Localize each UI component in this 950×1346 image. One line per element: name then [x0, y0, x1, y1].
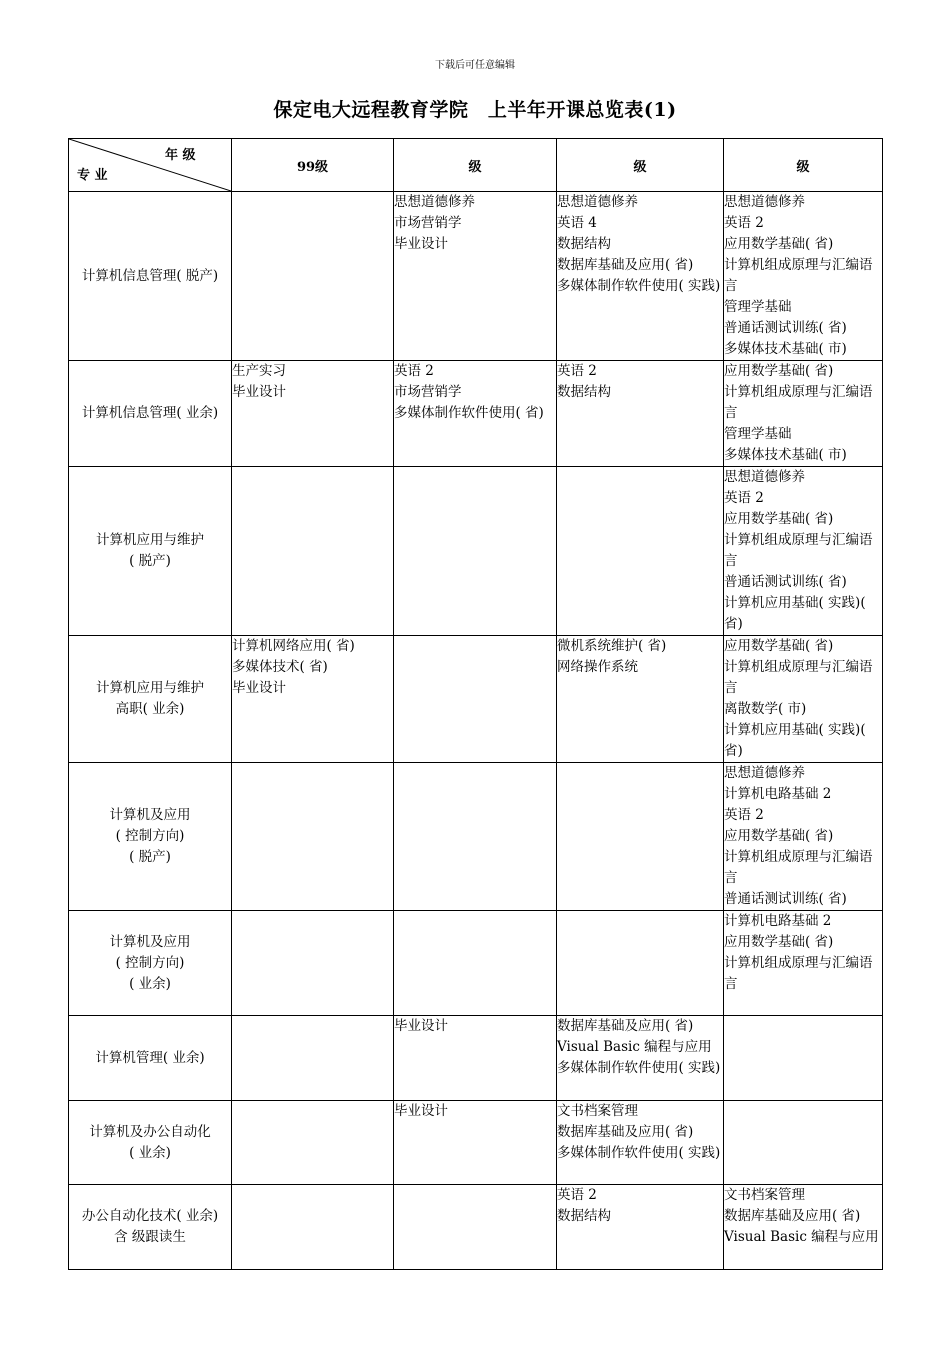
course-cell	[724, 1016, 883, 1101]
major-label: 计算机及办公自动化	[89, 1123, 211, 1140]
course-item: 英语 2	[724, 215, 764, 231]
course-item: 管理学基础	[724, 426, 792, 442]
course-cell	[724, 361, 883, 467]
course-item: 应用数学基础( 省)	[724, 638, 834, 654]
major-label: 计算机应用与维护	[96, 680, 204, 696]
course-item: 多媒体制作软件使用( 实践)	[557, 1060, 721, 1076]
course-item: 计算机组成原理与汇编语言	[724, 384, 873, 421]
major-cell	[69, 763, 232, 911]
course-item: 英语 2	[394, 363, 434, 379]
course-item: 应用数学基础( 省)	[724, 363, 834, 379]
course-cell	[394, 1016, 557, 1101]
course-item: 毕业设计	[232, 680, 286, 696]
course-cell	[724, 467, 883, 636]
course-cell	[394, 467, 557, 636]
major-cell	[69, 361, 232, 467]
course-cell	[232, 636, 394, 763]
course-item: 计算机网络应用( 省)	[232, 638, 355, 654]
course-item: 思想道德修养	[724, 765, 805, 781]
course-item: 计算机组成原理与汇编语言	[724, 849, 873, 886]
table-body	[69, 192, 883, 1270]
course-cell	[394, 192, 557, 361]
corner-major-label: 专 业	[77, 168, 108, 183]
course-item: 离散数学( 市)	[724, 701, 807, 717]
major-cell	[69, 467, 232, 636]
table-row	[69, 192, 883, 361]
course-cell	[394, 1101, 557, 1185]
course-item: 计算机电路基础 2	[724, 786, 832, 802]
course-item: 计算机组成原理与汇编语言	[724, 257, 873, 294]
course-cell	[394, 911, 557, 1016]
course-item: 应用数学基础( 省)	[724, 934, 834, 950]
course-item: 英语 2	[557, 1187, 597, 1203]
course-cell	[232, 467, 394, 636]
column-header-grade-4: 级	[724, 139, 883, 192]
course-item: 应用数学基础( 省)	[724, 511, 834, 527]
major-label: 计算机应用与维护	[96, 532, 204, 548]
course-cell	[232, 361, 394, 467]
page-title: 保定电大远程教育学院 上半年开课总览表(1)	[273, 99, 677, 121]
course-item: 计算机电路基础 2	[724, 913, 832, 929]
table-row	[69, 911, 883, 1016]
course-item: 微机系统维护( 省)	[557, 638, 667, 654]
course-item: 英语 4	[557, 215, 597, 231]
course-cell	[724, 763, 883, 911]
table-row	[69, 763, 883, 911]
major-label: 计算机及应用	[109, 933, 191, 950]
course-cell	[394, 763, 557, 911]
course-item: 计算机组成原理与汇编语言	[724, 955, 873, 992]
course-item: 普通话测试训练( 省)	[724, 574, 847, 590]
course-item: 思想道德修养	[557, 194, 638, 210]
course-item: 管理学基础	[724, 299, 792, 315]
major-cell	[69, 636, 232, 763]
course-item: 数据库基础及应用( 省)	[724, 1208, 861, 1224]
major-label: ( 业余)	[129, 1144, 171, 1161]
course-item: 思想道德修养	[724, 469, 805, 485]
course-item: 生产实习	[232, 363, 286, 379]
major-cell	[69, 192, 232, 361]
table-row	[69, 1101, 883, 1185]
major-cell	[69, 1185, 232, 1270]
table-row	[69, 1185, 883, 1270]
course-item: 数据结构	[557, 1208, 611, 1224]
table-row	[69, 467, 883, 636]
column-header-99: 99级	[232, 139, 394, 192]
course-item: 市场营销学	[394, 384, 462, 400]
course-cell	[557, 1185, 724, 1270]
major-cell	[69, 1016, 232, 1101]
course-cell	[232, 192, 394, 361]
course-item: 英语 2	[557, 363, 597, 379]
table-row	[69, 361, 883, 467]
course-item: 普通话测试训练( 省)	[724, 320, 847, 336]
course-item: 应用数学基础( 省)	[724, 236, 834, 252]
corner-grade-label: 年 级	[165, 148, 196, 163]
table-row	[69, 636, 883, 763]
course-cell	[724, 636, 883, 763]
course-cell	[394, 636, 557, 763]
course-item: 毕业设计	[394, 1103, 448, 1119]
major-label: 办公自动化技术( 业余)	[81, 1208, 219, 1224]
course-item: 多媒体技术基础( 市)	[724, 447, 847, 463]
major-label: ( 控制方向)	[115, 954, 185, 971]
course-cell	[394, 361, 557, 467]
column-header-grade-2: 级	[394, 139, 557, 192]
major-label: ( 控制方向)	[115, 828, 185, 844]
course-cell	[557, 1016, 724, 1101]
major-label: ( 业余)	[129, 975, 171, 992]
course-cell	[232, 1016, 394, 1101]
table-header-row	[69, 139, 883, 192]
course-item: 应用数学基础( 省)	[724, 828, 834, 844]
major-label: 含 级跟读生	[114, 1229, 186, 1245]
corner-header	[69, 139, 232, 192]
course-cell	[232, 911, 394, 1016]
major-label: 计算机信息管理( 脱产)	[81, 267, 219, 284]
course-cell	[557, 636, 724, 763]
course-item: 市场营销学	[394, 215, 462, 231]
major-label: 高职( 业余)	[115, 701, 185, 717]
course-item: 多媒体技术基础( 市)	[724, 341, 847, 357]
course-item: 思想道德修养	[394, 194, 475, 210]
course-schedule-table	[68, 138, 883, 1270]
course-cell	[557, 361, 724, 467]
course-item: 计算机应用基础( 实践)( 省)	[724, 595, 866, 632]
major-cell	[69, 911, 232, 1016]
table-row	[69, 1016, 883, 1101]
course-item: 数据结构	[557, 236, 611, 252]
major-label: ( 脱产)	[129, 553, 171, 569]
course-item: 多媒体制作软件使用( 实践)	[557, 1145, 721, 1161]
course-item: 毕业设计	[394, 1018, 448, 1034]
course-item: 计算机应用基础( 实践)( 省)	[724, 722, 866, 759]
course-item: 普通话测试训练( 省)	[724, 891, 847, 907]
course-item: 毕业设计	[394, 236, 448, 252]
course-cell	[724, 1185, 883, 1270]
course-item: 数据结构	[557, 384, 611, 400]
course-item: 网络操作系统	[557, 659, 638, 675]
course-item: 多媒体制作软件使用( 实践)	[557, 278, 721, 294]
course-item: Visual Basic 编程与应用	[724, 1229, 879, 1245]
course-item: 文书档案管理	[557, 1103, 638, 1119]
course-item: 数据库基础及应用( 省)	[557, 1018, 694, 1034]
course-item: 计算机组成原理与汇编语言	[724, 659, 873, 696]
course-item: 数据库基础及应用( 省)	[557, 257, 694, 273]
course-cell	[724, 1101, 883, 1185]
course-item: 毕业设计	[232, 384, 286, 400]
major-cell	[69, 1101, 232, 1185]
course-item: 文书档案管理	[724, 1187, 805, 1203]
major-label: ( 脱产)	[129, 849, 171, 865]
column-header-grade-3: 级	[557, 139, 724, 192]
course-cell	[557, 1101, 724, 1185]
course-item: Visual Basic 编程与应用	[557, 1039, 712, 1055]
major-label: 计算机及应用	[109, 807, 191, 823]
course-item: 英语 2	[724, 490, 764, 506]
course-item: 计算机组成原理与汇编语言	[724, 532, 873, 569]
course-cell	[232, 763, 394, 911]
course-cell	[232, 1185, 394, 1270]
course-cell	[724, 911, 883, 1016]
course-item: 多媒体制作软件使用( 省)	[394, 405, 544, 421]
course-cell	[557, 467, 724, 636]
course-cell	[724, 192, 883, 361]
course-item: 数据库基础及应用( 省)	[557, 1124, 694, 1140]
course-item: 多媒体技术( 省)	[232, 659, 328, 675]
course-cell	[394, 1185, 557, 1270]
course-cell	[557, 192, 724, 361]
course-cell	[232, 1101, 394, 1185]
course-item: 思想道德修养	[724, 194, 805, 210]
major-label: 计算机信息管理( 业余)	[81, 405, 219, 421]
header-note: 下载后可任意编辑	[435, 60, 515, 71]
course-item: 英语 2	[724, 807, 764, 823]
course-cell	[557, 911, 724, 1016]
course-cell	[557, 763, 724, 911]
major-label: 计算机管理( 业余)	[95, 1049, 205, 1066]
